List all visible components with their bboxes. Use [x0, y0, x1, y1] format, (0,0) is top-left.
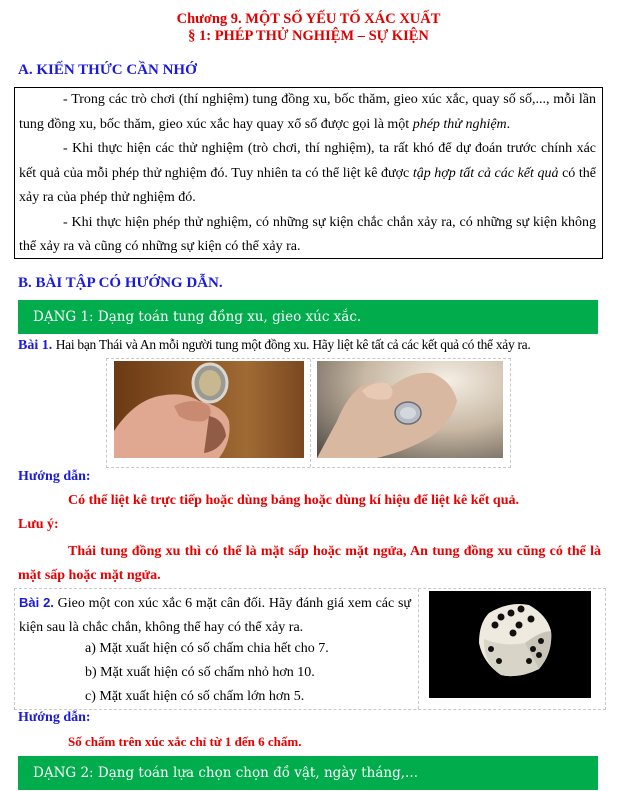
knowledge-box — [14, 87, 603, 259]
bai-1-guide-text: Có thể liệt kê trực tiếp hoặc dùng bảng hoặc dùng kí hiệu để liệt kê kết quả. — [68, 493, 520, 508]
bai-1-note-text: Thái tung đồng xu thì có thể là mặt sấp hoặc mặt ngửa, An tung đồng xu cũng có thể là mặt sấp hoặc mặt ngửa. — [18, 544, 601, 583]
knowledge-paragraph-2 — [15, 137, 602, 211]
dang-1-banner: DẠNG 1: Dạng toán tung đồng xu, gieo xúc xắc. — [18, 300, 598, 334]
bai-2-option-b: b) Mặt xuất hiện có số chấm nhỏ hơn 10. — [85, 665, 315, 680]
bai-2-table — [14, 588, 606, 710]
section-b-heading: B. BÀI TẬP CÓ HƯỚNG DẪN. — [18, 275, 223, 291]
bai-1-label: Bài 1. — [18, 338, 53, 353]
bai-2-option-a: a) Mặt xuất hiện có số chấm chia hết cho 7. — [85, 641, 329, 656]
table-divider — [418, 589, 419, 709]
bai-2-text: Gieo một con xúc xắc 6 mặt cân đối. Hãy đánh giá xem các sự kiện sau là chắc chắn, không thể hay có thể xảy ra. — [19, 596, 411, 635]
bai-2-intro — [19, 591, 411, 640]
section-a-heading: A. KIẾN THỨC CẦN NHỚ — [18, 62, 197, 78]
bai-1-line — [18, 336, 530, 354]
coin-in-fist-photo — [114, 361, 304, 458]
dice-photo — [429, 591, 591, 698]
knowledge-paragraph-1 — [15, 88, 602, 137]
emphasis-term: phép thử nghiệm — [412, 116, 507, 132]
chapter-title: Chương 9. MỘT SỐ YẾU TỐ XÁC XUẤT — [176, 11, 441, 27]
table-divider — [310, 359, 311, 467]
coin-in-palm-photo — [317, 361, 503, 458]
paragraph-tail: . — [506, 116, 511, 132]
paragraph-tail: có thể xảy ra của phép thử nghiệm đó. — [19, 165, 596, 205]
coin-images-table — [106, 358, 511, 468]
bai-1-guide-label: Hướng dẫn: — [18, 469, 91, 484]
emphasis-term: tập hợp tất cả các kết quả — [412, 165, 559, 181]
bai-1-text: Hai bạn Thái và An mỗi người tung một đồng xu. Hãy liệt kê tất cả các kết quả có thể xảy ra. — [55, 337, 531, 352]
bai-1-note-label: Lưu ý: — [18, 517, 59, 532]
paragraph-text: - Khi thực hiện các thử nghiệm (trò chơi, thí nghiệm), ta rất khó để dự đoán trước chính xác kết quả của mỗi phép thử nghiệm đó. Tuy nhiên ta có thể liệt kê được — [19, 141, 596, 181]
knowledge-paragraph-3: - Khi thực hiện phép thử nghiệm, có những sự kiện chắc chắn xảy ra, có những sự kiện không thể xảy ra và cũng có những sự kiện có thể xảy ra. — [19, 214, 596, 254]
paragraph-text: - Trong các trò chơi (thí nghiệm) tung đồng xu, bốc thăm, gieo xúc xắc, quay số số,..., mỗi lần tung đồng xu, bốc thăm, gieo xúc xắc hay quay xổ số được gọi là một — [19, 92, 596, 132]
bai-2-label: Bài 2. — [19, 595, 54, 610]
dang-2-banner: DẠNG 2: Dạng toán lựa chọn chọn đồ vật, ngày tháng,... — [18, 756, 598, 790]
bai-2-guide-text: Số chấm trên xúc xắc chỉ từ 1 đến 6 chấm. — [68, 734, 302, 749]
bai-2-guide-label: Hướng dẫn: — [18, 710, 91, 725]
lesson-title: § 1: PHÉP THỬ NGHIỆM – SỰ KIỆN — [188, 28, 429, 44]
bai-2-option-c: c) Mặt xuất hiện có số chấm lớn hơn 5. — [85, 689, 305, 704]
